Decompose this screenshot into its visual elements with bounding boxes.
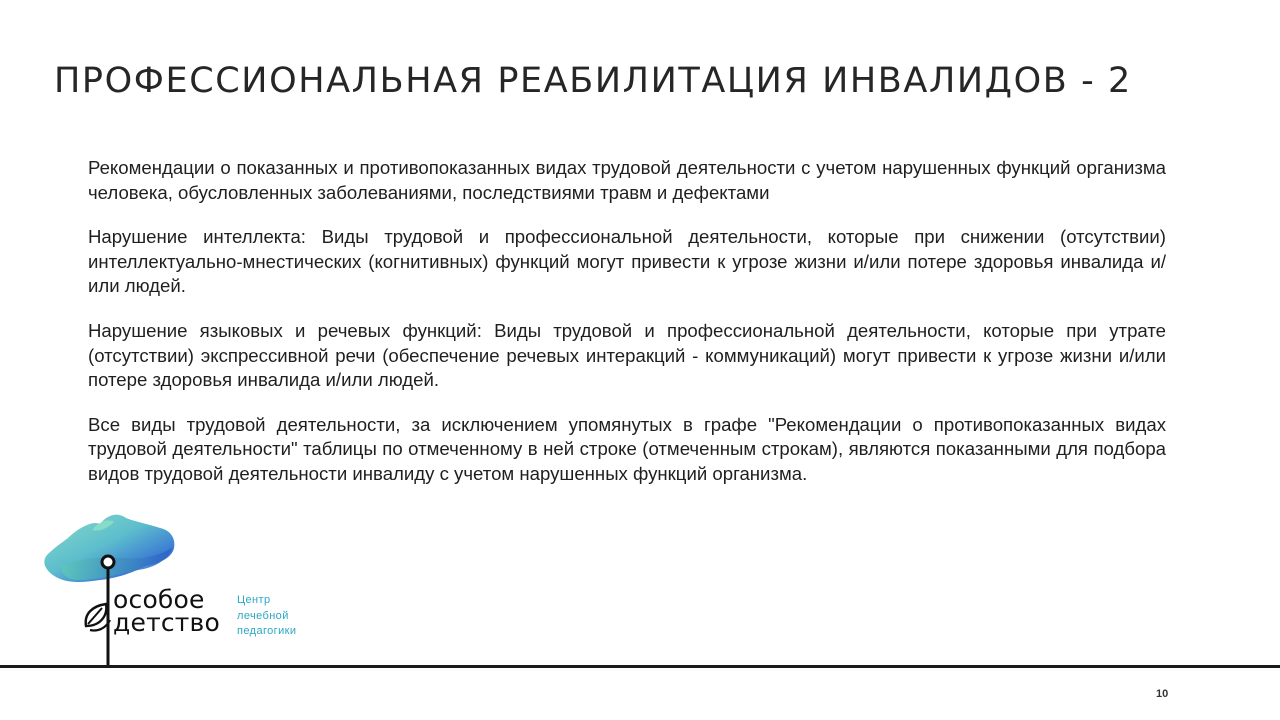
logo-sub-line2: лечебной xyxy=(237,609,289,622)
paragraph-speech: Нарушение языковых и речевых функций: Виды трудовой и профессиональной деятельности, которые при утрате (отсутствии) экспрессивной речи (обеспечение речевых интеракций - коммуникаций) могут привести к угрозе жизни и/или потере здоровья инвалида и/или людей. xyxy=(88,319,1166,391)
slide-title: ПРОФЕССИОНАЛЬНАЯ РЕАБИЛИТАЦИЯ ИНВАЛИДОВ - 2 xyxy=(54,61,1132,101)
logo-name xyxy=(113,585,220,637)
footer-divider xyxy=(0,665,1280,668)
page-number: 10 xyxy=(1156,688,1169,700)
paragraph-intellect: Нарушение интеллекта: Виды трудовой и профессиональной деятельности, которые при снижении (отсутствии) интеллектуально-мнестических (когнитивных) функций могут привести к угрозе жизни и/или потере здоровья инвалида и/или людей. xyxy=(88,226,1166,297)
paragraph-all-types: Все виды трудовой деятельности, за исключением упомянутых в графе "Рекомендации о противопоказанных видах трудовой деятельности" таблицы по отмеченному в ней строке (отмеченным строкам), являются показанными для подбора видов трудовой деятельности инвалиду с учетом нарушенных функций организма. xyxy=(88,413,1166,484)
paragraph-recommendations: Рекомендации о показанных и противопоказанных видах трудовой деятельности с учетом нарушенных функций организма человека, обусловленных заболеваниями, последствиями травм и дефектами xyxy=(88,157,1166,203)
slide-body xyxy=(88,156,1166,507)
logo-sub-line3: педагогики xyxy=(237,625,297,637)
leaf-icon xyxy=(86,604,110,631)
logo-name-line2: детство xyxy=(113,608,220,637)
logo-sub-line1: Центр xyxy=(237,594,271,606)
organization-logo xyxy=(38,508,328,668)
logo-name-line1: особое xyxy=(113,585,205,614)
logo-subtitle xyxy=(237,593,296,640)
